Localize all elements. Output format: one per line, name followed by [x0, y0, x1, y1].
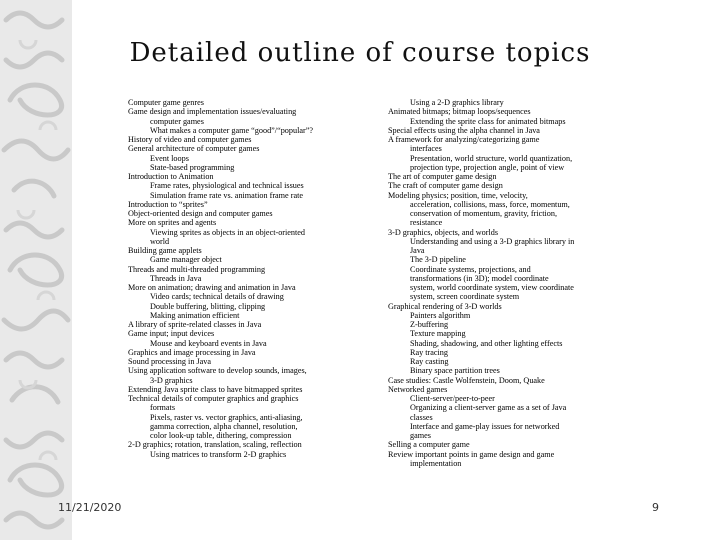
outline-subtopic: Game manager object: [150, 255, 222, 265]
outline-topic: Graphics and image processing in Java: [128, 347, 256, 357]
outline-subtopic: Using a 2-D graphics library: [410, 98, 504, 107]
outline-subtopic: 3-D graphics: [150, 375, 193, 385]
outline-subtopic: Threads in Java: [150, 273, 202, 283]
outline-subtopic: Mouse and keyboard events in Java: [150, 338, 267, 348]
page-number: 9: [652, 501, 659, 514]
outline-topic: General architecture of computer games: [128, 144, 260, 154]
outline-subtopic: Viewing sprites as objects in an object-oriented: [150, 227, 306, 237]
outline-subtopic: classes: [410, 412, 433, 422]
outline-subtopic: Presentation, world structure, world quantization,: [410, 153, 573, 163]
outline-topic: Extending Java sprite class to have bitmapped sprites: [128, 384, 303, 394]
decorative-border: [0, 0, 72, 540]
outline-subtopic: Coordinate systems, projections, and: [410, 264, 531, 274]
outline-subtopic: computer games: [150, 116, 204, 126]
outline-subtopic: Shading, shadowing, and other lighting effects: [410, 338, 563, 348]
outline-topic: 3-D graphics, objects, and worlds: [388, 227, 499, 237]
outline-subtopic: Ray tracing: [410, 347, 448, 357]
outline-subtopic: Frame rates, physiological and technical issues: [150, 181, 304, 191]
outline-topic: The art of computer game design: [388, 172, 497, 181]
outline-subtopic: The 3-D pipeline: [410, 255, 466, 265]
outline-subtopic: Texture mapping: [410, 329, 466, 339]
outline-topic: Technical details of computer graphics and graphics: [128, 394, 299, 403]
outline-subtopic: transformations (in 3D); model coordinate: [410, 273, 549, 283]
outline-topic: Object-oriented design and computer games: [128, 209, 273, 218]
outline-topic: A library of sprite-related classes in Java: [128, 320, 262, 329]
outline-subtopic: Understanding and using a 3-D graphics library in: [410, 236, 575, 246]
outline-subtopic: system, screen coordinate system: [410, 292, 520, 302]
outline-left-column: [128, 98, 373, 459]
outline-subtopic: resistance: [410, 218, 443, 228]
outline-topic: History of video and computer games: [128, 135, 252, 144]
outline-topic: Review important points in game design and game: [388, 449, 555, 459]
outline-topic: Graphical rendering of 3-D worlds: [388, 301, 502, 311]
outline-subtopic: Using matrices to transform 2-D graphics: [150, 449, 287, 459]
outline-subtopic: What makes a computer game “good”/“popular”?: [150, 125, 313, 135]
slide-title: Detailed outline of course topics: [129, 38, 591, 68]
outline-subtopic: Extending the sprite class for animated bitmaps: [410, 116, 566, 126]
outline-topic: Introduction to Animation: [128, 172, 214, 181]
outline-subtopic: conservation of momentum, gravity, friction,: [410, 209, 558, 218]
outline-topic: Computer game genres: [128, 98, 204, 107]
outline-subtopic: Binary space partition trees: [410, 366, 500, 376]
outline-topic: Game design and implementation issues/evaluating: [128, 107, 297, 117]
outline-topic: More on animation; drawing and animation in Java: [128, 283, 296, 292]
outline-subtopic: system, world coordinate system, view coordinate: [410, 283, 574, 292]
outline-topic: Special effects using the alpha channel in Java: [388, 125, 540, 135]
outline-topic: More on sprites and agents: [128, 218, 217, 228]
outline-subtopic: Event loops: [150, 153, 189, 163]
outline-topic: Animated bitmaps; bitmap loops/sequences: [388, 107, 531, 117]
outline-subtopic: formats: [150, 403, 176, 413]
outline-topic: 2-D graphics; rotation, translation, scaling, reflection: [128, 440, 302, 450]
outline-topic: Case studies: Castle Wolfenstein, Doom, Quake: [388, 375, 545, 385]
outline-subtopic: Ray casting: [410, 357, 449, 366]
outline-subtopic: Video cards; technical details of drawing: [150, 292, 284, 302]
outline-topic: A framework for analyzing/categorizing game: [388, 135, 540, 144]
outline-subtopic: Double buffering, blitting, clipping: [150, 301, 266, 311]
outline-topic: Modeling physics; position, time, velocity,: [388, 190, 528, 200]
outline-topic: Game input; input devices: [128, 329, 215, 339]
outline-right-column: [388, 98, 618, 468]
outline-subtopic: implementation: [410, 458, 462, 468]
outline-topic: Using application software to develop sounds, images,: [128, 366, 307, 376]
outline-topic: Selling a computer game: [388, 440, 470, 450]
outline-topic: Building game applets: [128, 246, 202, 255]
outline-subtopic: Interface and game-play issues for networked: [410, 421, 560, 431]
outline-subtopic: games: [410, 431, 431, 440]
outline-subtopic: Simulation frame rate vs. animation frame rate: [150, 190, 304, 200]
outline-topic: Introduction to “sprites”: [128, 199, 208, 209]
outline-subtopic: color look-up table, dithering, compression: [150, 431, 292, 440]
outline-subtopic: State-based programming: [150, 162, 235, 172]
outline-subtopic: gamma correction, alpha channel, resolution,: [150, 421, 298, 431]
outline-subtopic: Pixels, raster vs. vector graphics, anti-aliasing,: [150, 412, 303, 422]
outline-subtopic: Java: [410, 246, 425, 255]
outline-topic: The craft of computer game design: [388, 181, 503, 191]
outline-subtopic: Client-server/peer-to-peer: [410, 394, 495, 403]
outline-topic: Networked games: [388, 384, 448, 394]
outline-topic: Threads and multi-threaded programming: [128, 264, 266, 274]
outline-subtopic: acceleration, collisions, mass, force, momentum,: [410, 199, 570, 209]
outline-subtopic: Making animation efficient: [150, 310, 240, 320]
outline-subtopic: interfaces: [410, 144, 442, 154]
slide-date: 11/21/2020: [58, 501, 122, 514]
outline-subtopic: Organizing a client-server game as a set of Java: [410, 403, 567, 413]
outline-subtopic: Painters algorithm: [410, 310, 471, 320]
outline-subtopic: world: [150, 236, 170, 246]
outline-subtopic: projection type, projection angle, point of view: [410, 162, 565, 172]
outline-topic: Sound processing in Java: [128, 357, 212, 366]
outline-subtopic: Z-buffering: [410, 320, 449, 329]
